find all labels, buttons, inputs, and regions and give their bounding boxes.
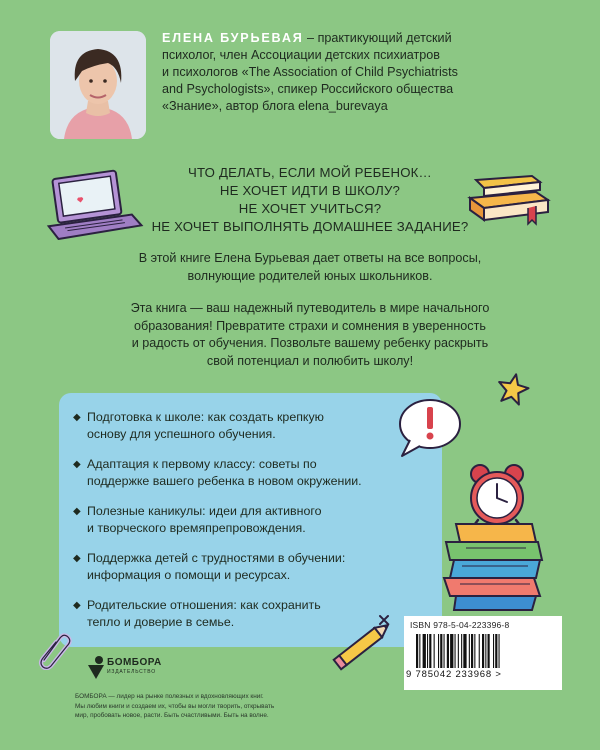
questions-block	[150, 164, 470, 236]
barcode-bar	[434, 634, 435, 668]
barcode-bar	[450, 634, 453, 668]
barcode-number: 9 785042 233968 >	[406, 669, 502, 680]
author-name: ЕЛЕНА БУРЬЕВАЯ	[162, 31, 304, 45]
barcode-bar	[474, 634, 475, 668]
barcode-bar	[499, 634, 500, 668]
question-line: НЕ ХОЧЕТ ИДТИ В ШКОЛУ?	[219, 183, 401, 198]
benefits-list	[73, 409, 438, 644]
list-item: ◆ Поддержка детей с трудностями в обучении: информация о помощи и ресурсах.	[73, 551, 346, 582]
bullet-diamond-icon: ◆	[73, 412, 81, 423]
barcode-bar	[461, 634, 462, 668]
author-portrait-icon	[50, 31, 146, 139]
list-item: ◆ Полезные каникулы: идеи для активного и творческого времяпрепровождения.	[73, 504, 322, 535]
barcode-bar	[423, 634, 426, 668]
barcode-bar	[429, 634, 431, 668]
publisher-name: БОМБОРА	[107, 657, 162, 668]
publisher-description: БОМБОРА — лидер на рынке полезных и вдохновляющих книг. Мы любим книги и создаем их, чтобы вы могли творить, открывать мир, пробовать новое, расти. Быть счастливыми. Быть на волне.	[75, 693, 275, 719]
barcode-bar	[447, 634, 449, 668]
author-bio: ЕЛЕНА БУРЬЕВАЯ – практикующий детский психолог, член Ассоциации детских психиатров и психологов «The Association of Child Psychiatrists and Psychologists», спикер Российского общества «Знание», автор блога elena_burevaya	[162, 31, 458, 113]
bullet-diamond-icon: ◆	[73, 553, 81, 564]
barcode-bar	[455, 634, 456, 668]
barcode-bar	[488, 634, 490, 668]
author-photo	[50, 31, 146, 139]
barcode-bar	[493, 634, 494, 668]
barcode-bar	[458, 634, 459, 668]
list-item: ◆ Подготовка к школе: как создать крепкую основу для успешного обучения.	[73, 410, 324, 441]
laptop-icon	[38, 168, 146, 245]
barcode-bar	[485, 634, 486, 668]
barcode-bar	[416, 634, 418, 668]
books-icon	[466, 168, 556, 231]
barcode-bar	[495, 634, 497, 668]
intro-paragraph: В этой книге Елена Бурьевая дает ответы на все вопросы, волнующие родителей юных школьников.	[138, 251, 482, 283]
barcode-icon	[414, 634, 554, 673]
barcode-bar	[427, 634, 428, 668]
bullet-diamond-icon: ◆	[73, 506, 81, 517]
barcode-bar	[482, 634, 484, 668]
publisher-logo-icon	[85, 655, 107, 686]
bullet-diamond-icon: ◆	[73, 459, 81, 470]
bullet-diamond-icon: ◆	[73, 600, 81, 611]
barcode-bar	[469, 634, 470, 668]
question-line: НЕ ХОЧЕТ ВЫПОЛНЯТЬ ДОМАШНЕЕ ЗАДАНИЕ?	[151, 219, 469, 234]
barcode-bar	[479, 634, 480, 668]
barcode-bar	[463, 634, 466, 668]
barcode-bar	[471, 634, 473, 668]
question-line: НЕ ХОЧЕТ УЧИТЬСЯ?	[238, 201, 382, 216]
pencil-icon	[330, 610, 400, 681]
barcode-bar	[440, 634, 442, 668]
list-item: ◆ Родительские отношения: как сохранить тепло и доверие в семье.	[73, 598, 321, 629]
description-paragraph: Эта книга — ваш надежный путеводитель в мире начального образования! Превратите страхи и сомнения в уверенность и радость от обучения. Позвольте вашему ребенку раскрыть свой потенциал и полюбить школу!	[130, 301, 490, 368]
barcode-bar	[419, 634, 420, 668]
list-item: ◆ Адаптация к первому классу: советы по поддержке вашего ребенка в новом окружении.	[73, 457, 362, 488]
isbn-label: ISBN 978-5-04-223396-8	[410, 620, 510, 630]
star-icon	[496, 372, 530, 411]
book-stack-icon	[436, 520, 556, 617]
barcode-bar	[438, 634, 439, 668]
barcode-bar	[444, 634, 445, 668]
question-line: ЧТО ДЕЛАТЬ, ЕСЛИ МОЙ РЕБЕНОК…	[188, 165, 432, 180]
paperclip-icon	[34, 630, 74, 675]
publisher-sub: ИЗДАТЕЛЬСТВО	[107, 669, 156, 675]
